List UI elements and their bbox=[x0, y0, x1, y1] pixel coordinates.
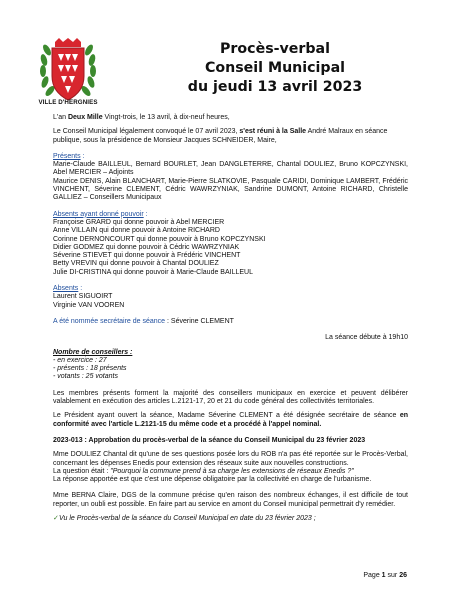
nombre-heading: Nombre de conseillers : bbox=[53, 348, 133, 356]
list-item: Didier GODMEZ qui donne pouvoir à Cédric WAWRZYNIAK bbox=[53, 243, 240, 251]
douliez-paragraph: Mme DOULIEZ Chantal dit qu'une de ses questions posée lors du ROB n'a pas été reportée sur le Procès-Verbal, concernant les dépenses Enedis pour extension des réseaux suite aux nouvelles constructions. bbox=[53, 451, 408, 467]
list-item: Virginie VAN VOOREN bbox=[53, 301, 125, 309]
absents-heading bbox=[53, 285, 408, 293]
list-item: - présents : 18 présents bbox=[53, 365, 127, 373]
absents-pouvoir-colon: : bbox=[143, 210, 148, 218]
presents-heading bbox=[53, 153, 408, 161]
secretaire-label: A été nommée secrétaire de séance bbox=[53, 317, 166, 325]
absents-colon: : bbox=[78, 285, 83, 293]
title-line-1: Procès-verbal bbox=[220, 41, 330, 57]
question-label: La question était : bbox=[53, 467, 111, 475]
list-item: - votants : 25 votants bbox=[53, 373, 118, 381]
convocation-paragraph bbox=[53, 128, 408, 145]
absents-pouvoir-heading bbox=[53, 211, 408, 219]
list-item: Julie DI-CRISTINA qui donne pouvoir à Marie-Claude BAILLEUL bbox=[53, 268, 253, 276]
page-footer bbox=[363, 572, 407, 579]
intro-text-b: Vingt-trois, le 13 avril, à dix-neuf heures, bbox=[102, 114, 230, 121]
logo-caption: VILLE D'HERGNIES bbox=[38, 99, 98, 106]
secretaire-value: : Séverine CLEMENT bbox=[165, 317, 234, 325]
current-page-number: 1 bbox=[381, 572, 386, 579]
vu-text: Vu le Procès-verbal de la séance du Conseil Municipal en date du 23 février 2023 ; bbox=[59, 514, 316, 522]
title-line-2: Conseil Municipal bbox=[204, 60, 346, 76]
list-item: Laurent SIGUOIRT bbox=[53, 293, 113, 301]
question-text: "Pourquoi la commune prend à sa charge les extensions de réseaux Enedis ?" bbox=[110, 467, 354, 475]
list-item: Corinne DERNONCOURT qui donne pouvoir à Bruno KOPCZYNSKI bbox=[53, 235, 266, 243]
presents-conseillers: Maurice DENIS, Alain BLANCHART, Marie-Pierre SLATKOVIE, Pasquale CARIDI, Dominique LAMBERT, Frédéric VINCHENT, Séverine CLEMENT, Cédric WAWRZYNIAK, Sandrine DUMONT, Antoine RICHARD, Christelle GALLIEZ – Conseillers Municipaux bbox=[53, 177, 408, 202]
presents-adjoints: Marie-Claude BAILLEUL, Bernard BOURLET, Jean DANGLETERRE, Chantal DOULIEZ, Bruno KOPCZYNSKI, Abel MERCIER – Adjoints bbox=[53, 161, 408, 177]
footer-mid: sur bbox=[385, 572, 400, 579]
document-body bbox=[53, 114, 408, 523]
seance-debut: La séance débute à 19h10 bbox=[325, 334, 408, 342]
berna-paragraph: Mme BERNA Claire, DGS de la commune précise qu'en raison des nombreux échanges, il est difficile de tout reporter, un oubli est possible. En faire part au service en amont du Conseil municipal permettrait d'y remédier. bbox=[53, 492, 408, 508]
convocation-text-b: André Malraux en séance publique, sous la présidence de Monsieur Jacques SCHNEIDER, Maire, bbox=[53, 128, 388, 144]
total-page-number: 26 bbox=[399, 572, 407, 579]
absents-pouvoir-label: Absents ayant donné pouvoir bbox=[53, 210, 144, 218]
majorite-paragraph: Les membres présents forment la majorité des conseillers municipaux en exercice et peuvent délibérer valablement en exécution des articles L.2121-17, 20 et 21 du code général des collectivités territoriales. bbox=[53, 389, 408, 406]
presents-label: Présents bbox=[53, 152, 81, 160]
intro-text-a: L'an bbox=[53, 114, 68, 121]
convocation-bold: s'est réuni à la Salle bbox=[239, 128, 307, 136]
president-bold: en conformité avec l'article L.2121-15 du même code et a procédé à l'appel nominal. bbox=[53, 412, 408, 428]
president-paragraph bbox=[53, 412, 408, 429]
list-item: - en exercice : 27 bbox=[53, 356, 107, 364]
absents-label: Absents bbox=[53, 285, 79, 293]
reponse-line: La réponse apportée est que c'est une dépense obligatoire par la collectivité en charge de l'urbanisme. bbox=[53, 476, 372, 484]
section-title: 2023-013 : Approbation du procès-verbal de la séance du Conseil Municipal du 23 février 2023 bbox=[53, 436, 366, 444]
presents-colon: : bbox=[80, 152, 85, 160]
list-item: Anne VILLAIN qui donne pouvoir à Antoine RICHARD bbox=[53, 227, 220, 235]
question-line bbox=[53, 468, 408, 476]
coat-of-arms-logo bbox=[38, 38, 98, 104]
president-text: Le Président ayant ouvert la séance, Madame Séverine CLEMENT a été désignée secrétaire de séance bbox=[53, 412, 400, 420]
intro-year-bold: Deux Mille bbox=[67, 114, 103, 121]
list-item: Betty VREVIN qui donne pouvoir à Chantal DOULIEZ bbox=[53, 260, 219, 268]
list-item: Séverine STIEVET qui donne pouvoir à Frédéric VINCHENT bbox=[53, 252, 241, 260]
secretaire-line bbox=[53, 318, 408, 326]
title-line-3: du jeudi 13 avril 2023 bbox=[187, 79, 363, 95]
list-item: Françoise GRARD qui donne pouvoir à Abel MERCIER bbox=[53, 218, 225, 226]
footer-prefix: Page bbox=[363, 572, 382, 579]
intro-paragraph bbox=[53, 114, 408, 122]
vu-line bbox=[53, 515, 408, 523]
convocation-text-a: Le Conseil Municipal légalement convoqué le 07 avril 2023, bbox=[53, 128, 240, 136]
checkmark-icon: ✓ bbox=[53, 514, 59, 522]
page-title bbox=[150, 40, 400, 97]
